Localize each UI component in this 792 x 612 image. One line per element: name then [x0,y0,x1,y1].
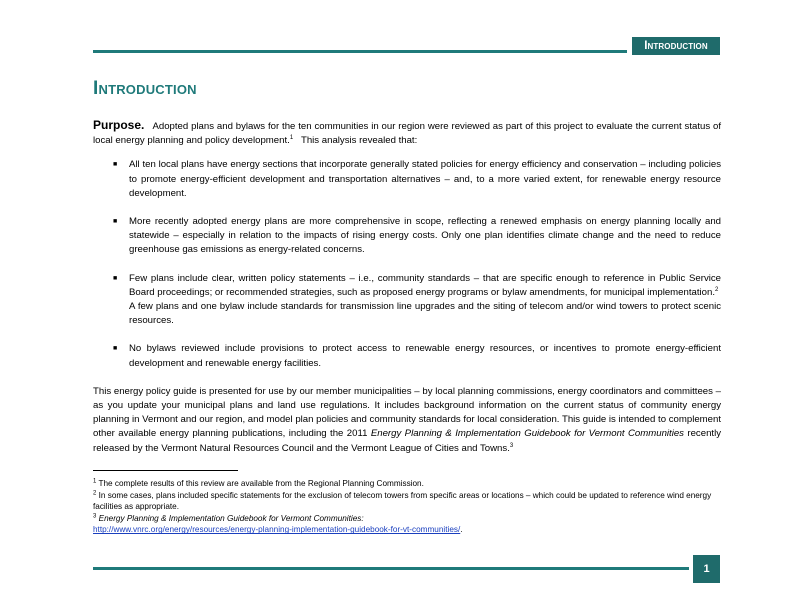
footnote-separator [93,470,238,471]
findings-list [93,158,721,370]
footnote-number: 1 [93,478,97,485]
footer-rule [93,567,689,570]
footnote-ref[interactable]: 2 [714,286,719,293]
page-number: 1 [693,555,720,583]
list-item-text: All ten local plans have energy sections that incorporate generally stated policies for energy efficiency and conservation – including policies to promote energy-efficient development and transportation alternatives – and, to a more varied extent, for renewable energy resource development. [129,159,721,199]
square-bullet-icon: ■ [113,218,118,226]
page-title: Introduction [93,78,197,99]
list-item [93,158,721,201]
closing-text: This energy policy guide is presented for use by our member municipalities – by local planning commissions, energy coordinators and committees – as you update your municipal plans and land use regulations. It includes background information on the current status of community energy planning in Vermont and our region, and model plan policies and community standards for local consideration. This guide is intended to complement other available energy planning publications, including the 2011 [93,385,721,440]
footnote-ref[interactable]: 3 [509,442,514,449]
purpose-paragraph [93,118,721,148]
guidebook-title: Energy Planning & Implementation Guidebook for Vermont Communities [370,428,684,440]
footnote-text: In some cases, plans included specific statements for the exclusion of telecom towers from specific areas or locations – which could be updated to reference wind energy facilities as appropriate. [93,490,712,512]
footnote [93,490,721,513]
purpose-text-continued: This analysis revealed that: [300,135,418,147]
footnote [93,513,721,536]
footnote [93,478,721,490]
footnotes [93,478,721,536]
list-item [93,272,721,329]
square-bullet-icon: ■ [113,274,118,282]
closing-paragraph [93,385,721,456]
square-bullet-icon: ■ [113,345,118,353]
footnote-text: Energy Planning & Implementation Guidebook for Vermont Communities: [98,513,364,523]
guidebook-link[interactable]: http://www.vnrc.org/energy/resources/energy-planning-implementation-guidebook-for-vt-communities/ [93,525,461,535]
footnote-number: 3 [93,513,97,520]
footnote-number: 2 [93,489,97,496]
list-item-text: More recently adopted energy plans are more comprehensive in scope, reflecting a renewed emphasis on energy planning locally and statewide – especially in relation to the impacts of rising energy costs. Only one plan identifies climate change and the need to reduce greenhouse gas emissions as energy-related concerns. [129,216,721,256]
section-tab: Introduction [632,37,720,55]
footnote-text: The complete results of this review are available from the Regional Planning Commission. [98,479,424,488]
purpose-heading: Purpose. [93,118,145,132]
list-item [93,342,721,370]
body-content [93,118,721,456]
square-bullet-icon: ■ [113,161,118,169]
list-item [93,215,721,258]
header-rule [93,50,627,53]
list-item-text: Few plans include clear, written policy statements – i.e., community standards – that are specific enough to reference in Public Service Board proceedings; or recommended strategies, such as proposed energy programs or bylaw amendments, for municipal implementation. [129,272,721,298]
purpose-text: Adopted plans and bylaws for the ten communities in our region were reviewed as part of this project to evaluate the current status of local energy planning and policy development. [93,121,721,147]
list-item-text: No bylaws reviewed include provisions to protect access to renewable energy resources, or incentives to promote energy-efficient development and renewable energy facilities. [129,343,721,369]
list-item-text-continued: A few plans and one bylaw include standards for transmission line upgrades and the siting of telecom and/or wind towers to protect scenic resources. [129,301,721,327]
footnote-punctuation: . [460,525,463,535]
footnote-ref[interactable]: 1 [289,135,294,142]
closing-text-continued: recently released by the Vermont Natural Resources Council and the Vermont League of Cities and Towns. [93,428,721,454]
